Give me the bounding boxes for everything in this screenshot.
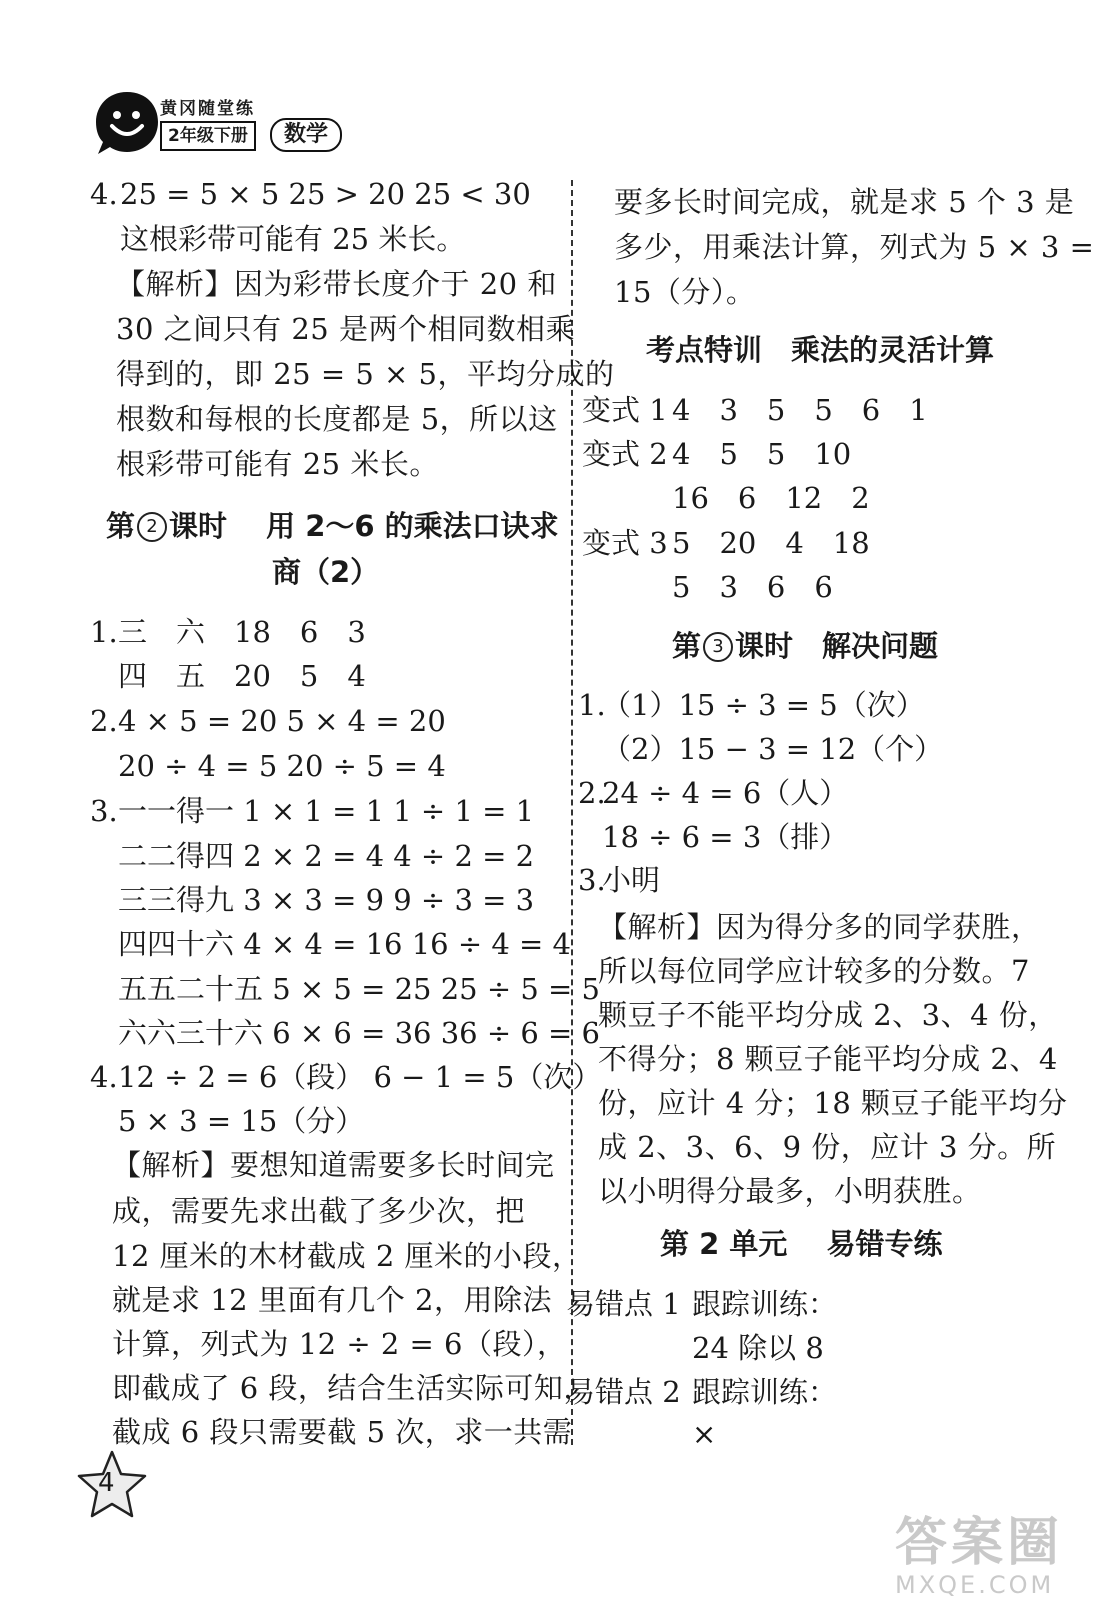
question-number: 2. [90, 704, 118, 738]
answer-line: 小明 [602, 863, 661, 897]
answer-line: 这根彩带可能有 25 米长。 [120, 222, 466, 256]
lesson-heading: 第 3 课时 解决问题 [672, 629, 939, 663]
page-number: 4 [98, 1468, 115, 1498]
answer-line: 六六三十六 6 × 6 = 36 36 ÷ 6 = 6 [118, 1016, 600, 1050]
answer-line: 25 = 5 × 5 25 > 20 25 < 30 [120, 177, 531, 211]
question-number: 2. [578, 776, 606, 810]
subject-label: 数学 [270, 118, 342, 152]
answer-line: （1）15 ÷ 3 = 5（次） [602, 688, 925, 722]
analysis-line: 颗豆子不能平均分成 2、3、4 份， [598, 998, 1058, 1032]
answer-line: 5 20 4 18 [672, 526, 870, 560]
question-number: 3. [90, 794, 118, 828]
brand-name: 黄冈随堂练 [160, 99, 255, 119]
lesson-heading-cont: 商（2） [272, 555, 380, 589]
grade-label: 2年级下册 [160, 121, 256, 151]
analysis-line: 成 2、3、6、9 份，应计 3 分。所 [598, 1130, 1057, 1164]
watermark-sub: MXQE.COM [895, 1571, 1055, 1599]
analysis-line: 根彩带可能有 25 米长。 [116, 447, 439, 481]
analysis-line: 截成 6 段只需要截 5 次，求一共需 [112, 1415, 573, 1449]
smiley-logo-icon [92, 88, 162, 158]
section-heading: 考点特训 乘法的灵活计算 [646, 333, 995, 367]
analysis-line: 份，应计 4 分；18 颗豆子能平均分 [598, 1086, 1068, 1120]
analysis-line: 【解析】要想知道需要多长时间完 [112, 1148, 555, 1182]
watermark [895, 1515, 1063, 1599]
variant-label: 变式 2 [582, 437, 668, 471]
answer-line: 五五二十五 5 × 5 = 25 25 ÷ 5 = 5 [118, 972, 600, 1006]
answer-line: 16 6 12 2 [672, 481, 870, 515]
answer-line: 24 除以 8 [692, 1331, 824, 1365]
analysis-line: 不得分；8 颗豆子能平均分成 2、4 [598, 1042, 1058, 1076]
variant-label: 变式 3 [582, 526, 668, 560]
answer-line: 一一得一 1 × 1 = 1 1 ÷ 1 = 1 [118, 794, 535, 828]
answer-line: 跟踪训练： [692, 1375, 838, 1409]
analysis-line: 根数和每根的长度都是 5，所以这 [116, 402, 558, 436]
answer-line: 18 ÷ 6 = 3（排） [602, 820, 849, 854]
answer-line: 5 3 6 6 [672, 570, 833, 604]
analysis-line: 【解析】因为彩带长度介于 20 和 [116, 267, 557, 301]
answer-line: 12 ÷ 2 = 6（段） 6 − 1 = 5（次） [118, 1060, 602, 1094]
answer-line: 三三得九 3 × 3 = 9 9 ÷ 3 = 3 [118, 883, 535, 917]
question-number: 1. [578, 688, 606, 722]
analysis-line: 计算，列式为 12 ÷ 2 = 6（段）， [112, 1327, 567, 1361]
section-heading: 第 2 单元 易错专练 [660, 1227, 943, 1261]
analysis-line: 得到的，即 25 = 5 × 5，平均分成的 [116, 357, 615, 391]
error-point-label: 易错点 2 [566, 1375, 681, 1409]
answer-line: 4 3 5 5 6 1 [672, 393, 928, 427]
analysis-line: 要多长时间完成，就是求 5 个 3 是 [614, 185, 1075, 219]
answer-line: 四 五 20 5 4 [118, 659, 366, 693]
answer-line: 20 ÷ 4 = 5 20 ÷ 5 = 4 [118, 749, 446, 783]
error-point-label: 易错点 1 [566, 1287, 681, 1321]
analysis-line: 30 之间只有 25 是两个相同数相乘 [116, 312, 575, 346]
answer-line: 24 ÷ 4 = 6（人） [602, 776, 849, 810]
variant-label: 变式 1 [582, 393, 668, 427]
analysis-line: 所以每位同学应计较多的分数。7 [598, 954, 1030, 988]
question-number: 4. [90, 177, 118, 211]
lesson-number-circle: 2 [137, 512, 167, 542]
answer-line: 二二得四 2 × 2 = 4 4 ÷ 2 = 2 [118, 839, 535, 873]
analysis-line: 15（分）。 [614, 275, 756, 309]
answer-line: 4 × 5 = 20 5 × 4 = 20 [118, 704, 446, 738]
answer-line: × [692, 1417, 717, 1451]
analysis-line: 以小明得分最多，小明获胜。 [598, 1174, 982, 1208]
analysis-line: 【解析】因为得分多的同学获胜， [598, 910, 1041, 944]
answer-line: （2）15 − 3 = 12（个） [602, 732, 944, 766]
analysis-line: 多少，用乘法计算，列式为 5 × 3 = [614, 230, 1095, 264]
question-number: 1. [90, 615, 118, 649]
answer-line: 4 5 5 10 [672, 437, 852, 471]
answer-line: 跟踪训练： [692, 1287, 838, 1321]
answer-line: 三 六 18 6 3 [118, 615, 366, 649]
lesson-heading: 第 2 课时 用 2～6 的乘法口诀求 [106, 509, 559, 543]
answer-line: 5 × 3 = 15（分） [118, 1104, 365, 1138]
question-number: 3. [578, 863, 606, 897]
watermark-main: 答案圈 [895, 1513, 1064, 1573]
analysis-line: 12 厘米的木材截成 2 厘米的小段， [112, 1239, 582, 1273]
analysis-line: 即截成了 6 段，结合生活实际可知， [112, 1371, 593, 1405]
analysis-line: 成，需要先求出截了多少次，把 [112, 1194, 526, 1228]
question-number: 4. [90, 1060, 118, 1094]
answer-line: 四四十六 4 × 4 = 16 16 ÷ 4 = 4 [118, 927, 571, 961]
lesson-number-circle: 3 [703, 632, 733, 662]
analysis-line: 就是求 12 里面有几个 2，用除法 [112, 1283, 553, 1317]
